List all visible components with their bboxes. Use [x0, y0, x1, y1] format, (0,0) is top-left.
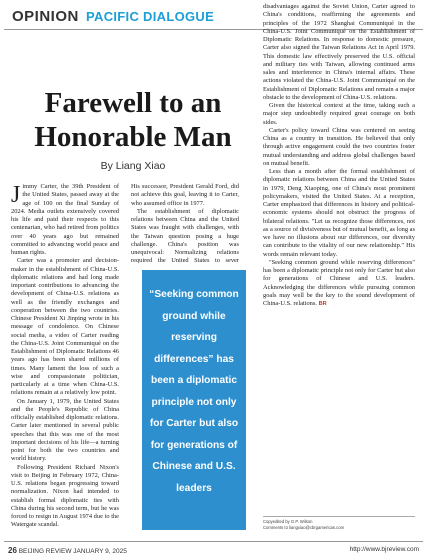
paragraph: Less than a month after the formal establishment of diplomatic relations between China and the United States in 1979, Deng Xiaoping, one of China's most prominent policymakers, visited the United States. At a reception, Carter emphasized that differences in history and political-economic systems should not obstruct the progress of bilateral relations. "Let us recognize those differences, not as a source of divisiveness but of mutual benefit, as long as we have no illusions about our differences, our diversity can contribute to the vitality of our new relationship." His words remain relevant today. — [263, 168, 415, 258]
paragraph: Carter's policy toward China was centered on seeing China as a country in transition. He believed that only through active engagement could the two countries foster mutual understanding and address global challenges based on mutual benefit. — [263, 126, 415, 167]
column-label: PACIFIC DIALOGUE — [86, 9, 215, 24]
comments-email: Comments to liangxiao@cbrgamericas.com — [263, 524, 345, 530]
pull-quote: “Seeking common ground while reserving differences” has been a diplomatic principle not only for Carter but also for generations of Chinese and U.S. leaders — [142, 270, 246, 530]
paragraph: Carter was a promoter and decision-maker in the establishment of China-U.S. diplomatic relations and had long made important contributions to advancing the development of China-U.S. relations as well as the friendly exchanges and cooperation between the two countries. Chinese President Xi Jinping wrote in his message of condolence. On Chinese social media, a video of Carter reading the China-U.S. Joint Communiqué on the Establishment of Diplomatic Relations 46 years ago has been shared millions of times. Many lament the loss of such a wise and compassionate politician, particularly at a time when China-U.S. relations remain at a relatively low point. — [11, 257, 119, 397]
paragraph: On January 1, 1979, the United States and the People's Republic of China officially established diplomatic relations. Carter later mentioned in several public speeches that this was one of the most important decisions of his life—a turning point for both the two countries and world history. — [11, 397, 119, 463]
end-mark: BR — [318, 301, 327, 307]
page-footer — [4, 541, 423, 556]
article-column-3 — [263, 3, 415, 513]
website-link[interactable]: http://www.bjreview.com — [349, 546, 419, 553]
article-column-2 — [131, 183, 239, 263]
article-column-1 — [11, 183, 119, 543]
paragraph: His successor, President Gerald Ford, did not achieve this goal, leaving it to Carter, who assumed office in 1977. — [131, 183, 239, 207]
footer-left — [8, 546, 127, 555]
page-number: 26 — [8, 546, 17, 555]
paragraph: The establishment of diplomatic relations between China and the United States was fraught with challenges, with the Taiwan question posing a huge challenge. China's position was unequivocal: Normalizing relations required the United States to sever — [131, 207, 239, 263]
paragraph: "Seeking common ground while reserving differences" has been a diplomatic principle not only for Carter but also for generations of Chinese and U.S. leaders. Acknowledging the differences while pursuing common goals may well be the key to the sound development of China-U.S. relations. — [263, 258, 415, 307]
article-title: Farewell to an Honorable Man — [34, 87, 232, 153]
paragraph: Following President Richard Nixon's visit to Beijing in February 1972, China-U.S. relations began progressing toward normalization. Nixon had intended to establish formal diplomatic ties with China during his second term, but he was forced to resign in August 1974 due to the Watergate scandal. — [11, 463, 119, 529]
paragraph: Given the historical context at the time, taking such a major step undoubtedly required great courage on both sides. — [263, 102, 415, 126]
copyeditor-credit: Copyedited by G.P. Wilson — [263, 519, 313, 524]
paragraph: disadvantages against the Soviet Union, Carter agreed to China's conditions, reaffirming the agreements and principles of the 1972 Shanghai Communiqué in the China-U.S. Joint Communiqué on the Establishment of Diplomatic Relations. In response to domestic pressure, Carter also signed the Taiwan Relations Act in April 1979. This domestic law effectively preserved the U.S. official and military ties with Taiwan, allowing continued arms sales and interference in China's internal affairs. These actions violated the China-U.S. Joint Communiqué on the Establishment of Diplomatic Relations and remain a major obstacle to the development of China-U.S. relations. — [263, 3, 415, 101]
publication-name: BEIJING REVIEW JANUARY 9, 2025 — [18, 548, 127, 555]
section-label: OPINION — [12, 8, 79, 25]
drop-cap: J — [11, 183, 21, 208]
byline: By Liang Xiao — [100, 160, 166, 172]
paragraph: immy Carter, the 39th President of the United States, passed away at the age of 100 on the final Sunday of 2024. Media outlets extensively covered his life and paid their respects to this centenarian, who had retired from politics over 40 years ago but remained committed to advancing world peace and human rights. — [11, 183, 119, 256]
credit-block — [263, 516, 415, 530]
